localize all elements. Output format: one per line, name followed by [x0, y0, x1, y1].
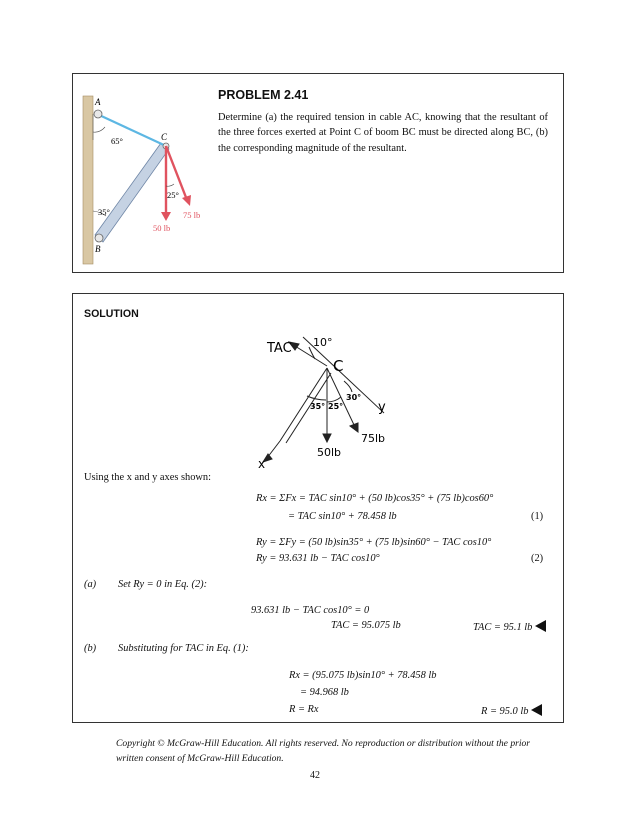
tac-line	[295, 346, 327, 366]
label-angle-35: 35°	[98, 207, 110, 217]
part-b-answer-text: R = 95.0 lb	[481, 706, 529, 717]
copyright-footer: Copyright © McGraw-Hill Education. All rights reserved. No reproduction or distribution without the prior written consent of McGraw-Hill Education.	[116, 738, 531, 764]
label-angle-65: 65°	[111, 136, 123, 146]
solution-intro: Using the x and y axes shown:	[84, 472, 211, 483]
problem-box	[72, 73, 564, 273]
equation-ry-result: Ry = 93.631 lb − TAC cos10°	[256, 553, 380, 564]
pin-a	[94, 110, 102, 118]
solution-box	[72, 293, 564, 723]
label-angle-35: 35°	[310, 402, 326, 411]
force-75-arrowhead	[182, 195, 191, 206]
solution-sketch	[223, 324, 443, 472]
part-b-result: = 94.968 lb	[300, 687, 349, 698]
label-angle-30: 30°	[346, 393, 362, 402]
label-force-50: 50lb	[317, 446, 342, 459]
part-b-answer	[481, 704, 542, 717]
part-b-r-equals-rx: R = Rx	[289, 704, 319, 715]
part-a-answer-text: TAC = 95.1 lb	[473, 622, 533, 633]
problem-title: PROBLEM 2.41	[218, 88, 309, 102]
equation-number-2: (2)	[531, 553, 544, 564]
angle-30-arc	[344, 381, 352, 392]
cable-ac	[97, 114, 166, 146]
label-x-axis: x	[258, 457, 266, 471]
label-b: B	[95, 244, 101, 254]
angle-65-arc	[93, 127, 105, 132]
part-a-text: Set Ry = 0 in Eq. (2):	[118, 579, 208, 590]
equation-number-1: (1)	[531, 511, 544, 522]
part-a-label: (a)	[84, 579, 97, 590]
label-angle-25: 25°	[167, 190, 179, 200]
part-b-equation: Rx = (95.075 lb)sin10° + 78.458 lb	[289, 670, 437, 681]
label-force-50: 50 lb	[153, 223, 171, 233]
problem-figure	[73, 74, 213, 272]
force-50-arrowhead	[323, 434, 331, 442]
label-y-axis: y	[378, 400, 386, 415]
part-b-label: (b)	[84, 643, 97, 654]
label-c: C	[161, 132, 168, 142]
answer-marker-icon	[531, 704, 542, 716]
force-75-arrowhead	[350, 423, 358, 432]
solution-title: SOLUTION	[84, 308, 139, 320]
part-a-result: TAC = 95.075 lb	[331, 620, 401, 631]
force-50-arrowhead	[161, 212, 171, 221]
label-tac: TAC	[267, 341, 292, 356]
equation-rx-result: = TAC sin10° + 78.458 lb	[288, 511, 397, 522]
page-number: 42	[310, 770, 320, 781]
part-a-answer	[473, 620, 546, 633]
problem-statement: Determine (a) the required tension in cable AC, knowing that the resultant of the three forces exerted at Point C of boom BC must be directed along BC, (b) the corresponding magnitude of the resultant.	[218, 112, 548, 154]
answer-marker-icon	[535, 620, 546, 632]
label-force-75: 75 lb	[183, 210, 201, 220]
label-c: C	[333, 357, 344, 375]
equation-rx: Rx = ΣFx = TAC sin10° + (50 lb)cos35° + (75 lb)cos60°	[256, 493, 494, 504]
equation-ry: Ry = ΣFy = (50 lb)sin35° + (75 lb)sin60° − TAC cos10°	[256, 537, 492, 548]
wall	[83, 96, 93, 264]
part-a-equation: 93.631 lb − TAC cos10° = 0	[251, 605, 370, 616]
angle-35-arc	[307, 396, 326, 400]
pin-b	[95, 234, 103, 242]
label-a: A	[95, 97, 101, 107]
part-b-text: Substituting for TAC in Eq. (1):	[118, 643, 249, 654]
label-angle-10: 10°	[313, 336, 333, 349]
label-angle-25: 25°	[328, 402, 344, 411]
label-force-75: 75lb	[361, 432, 386, 445]
